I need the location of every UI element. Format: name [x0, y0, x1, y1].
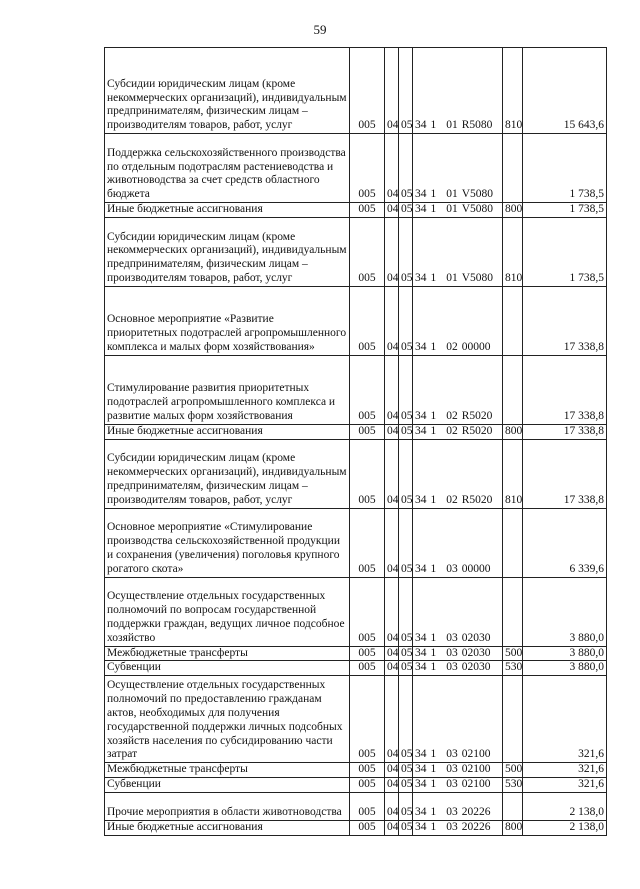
cell-section: 04 — [385, 286, 399, 355]
article-part-p2: 1 — [430, 661, 437, 674]
article-part-p1: 34 — [415, 748, 427, 761]
article-part-p1: 34 — [415, 188, 427, 201]
cell-admin-code: 005 — [350, 439, 385, 508]
cell-admin-code: 005 — [350, 203, 385, 218]
cell-expense-type — [503, 134, 523, 203]
article-part-p3: 03 — [446, 748, 458, 761]
cell-amount: 3 880,0 — [523, 577, 607, 646]
cell-expense-type — [503, 508, 523, 577]
article-part-p3: 03 — [446, 661, 458, 674]
cell-target-article — [413, 508, 503, 577]
article-part-p3: 03 — [446, 805, 458, 818]
table-row — [105, 661, 607, 676]
table-row — [105, 676, 607, 763]
cell-target-article — [413, 646, 503, 661]
article-part-p1: 34 — [415, 646, 427, 659]
cell-expense-type — [503, 577, 523, 646]
article-part-p1: 34 — [415, 272, 427, 284]
cell-target-article — [413, 763, 503, 778]
cell-expense-type: 810 — [503, 217, 523, 286]
row-name: Осуществление отдельных государственных полномочий по предоставлению гражданам актов, необходимых для получения государственной поддержки личных подсобных хозяйств населения по субсидированию части затрат — [105, 676, 350, 763]
article-part-p3: 02 — [446, 341, 458, 353]
article-part-p1: 34 — [415, 341, 427, 353]
table-row — [105, 777, 607, 792]
cell-subsection: 05 — [399, 424, 413, 439]
cell-admin-code: 005 — [350, 792, 385, 820]
article-part-p3: 03 — [446, 820, 458, 833]
cell-expense-type: 500 — [503, 646, 523, 661]
cell-target-article — [413, 203, 503, 218]
article-part-p1: 34 — [415, 410, 427, 422]
article-part-p3: 01 — [446, 119, 458, 132]
cell-target-article — [413, 424, 503, 439]
article-part-cs: 02030 — [461, 646, 491, 659]
article-part-cs: 02100 — [461, 777, 491, 790]
cell-section: 04 — [385, 676, 399, 763]
table-row — [105, 763, 607, 778]
cell-subsection: 05 — [399, 134, 413, 203]
row-name: Субвенции — [105, 661, 350, 676]
cell-target-article — [413, 676, 503, 763]
cell-section: 04 — [385, 792, 399, 820]
row-name: Осуществление отдельных государственных полномочий по вопросам государственной поддержки граждан, ведущих личное подсобное хозяйство — [105, 577, 350, 646]
row-name: Иные бюджетные ассигнования — [105, 203, 350, 218]
cell-section: 04 — [385, 439, 399, 508]
cell-section: 04 — [385, 355, 399, 424]
cell-subsection: 05 — [399, 777, 413, 792]
row-name: Основное мероприятие «Развитие приоритетных подотраслей агропромышленного комплекса и малых форм хозяйствования» — [105, 286, 350, 355]
cell-amount: 321,6 — [523, 676, 607, 763]
table-row — [105, 577, 607, 646]
cell-target-article — [413, 355, 503, 424]
cell-admin-code: 005 — [350, 646, 385, 661]
cell-amount: 3 880,0 — [523, 646, 607, 661]
article-part-p1: 34 — [415, 119, 427, 132]
cell-section: 04 — [385, 217, 399, 286]
row-name: Субсидии юридическим лицам (кроме некоммерческих организаций), индивидуальным предпринимателям, физическим лицам – производителям товаров, работ, услуг — [105, 48, 350, 134]
article-part-p2: 1 — [430, 410, 437, 422]
article-part-cs: 00000 — [461, 562, 491, 575]
cell-admin-code: 005 — [350, 820, 385, 835]
cell-amount: 17 338,8 — [523, 355, 607, 424]
article-part-p2: 1 — [430, 777, 437, 790]
cell-amount: 2 138,0 — [523, 820, 607, 835]
cell-expense-type — [503, 676, 523, 763]
article-part-cs: 20226 — [461, 820, 491, 833]
cell-admin-code: 005 — [350, 763, 385, 778]
row-name: Стимулирование развития приоритетных подотраслей агропромышленного комплекса и развитие малых форм хозяйствования — [105, 355, 350, 424]
article-part-p1: 34 — [415, 562, 427, 575]
table-row — [105, 439, 607, 508]
article-part-p2: 1 — [430, 203, 437, 215]
row-name: Субсидии юридическим лицам (кроме некоммерческих организаций), индивидуальным предпринимателям, физическим лицам – производителям товаров, работ, услуг — [105, 439, 350, 508]
table-row — [105, 646, 607, 661]
article-part-cs: 02100 — [461, 763, 491, 776]
article-part-p3: 01 — [446, 203, 458, 215]
article-part-cs: 02100 — [461, 748, 491, 761]
cell-expense-type: 800 — [503, 203, 523, 218]
cell-section: 04 — [385, 577, 399, 646]
cell-subsection: 05 — [399, 661, 413, 676]
article-part-p1: 34 — [415, 820, 427, 833]
article-part-cs: 20226 — [461, 805, 491, 818]
cell-expense-type: 800 — [503, 424, 523, 439]
row-name: Субвенции — [105, 777, 350, 792]
article-part-p3: 03 — [446, 777, 458, 790]
row-name: Субсидии юридическим лицам (кроме некоммерческих организаций), индивидуальным предпринимателям, физическим лицам – производителям товаров, работ, услуг — [105, 217, 350, 286]
cell-expense-type: 800 — [503, 820, 523, 835]
cell-amount: 1 738,5 — [523, 217, 607, 286]
cell-section: 04 — [385, 763, 399, 778]
article-part-p3: 01 — [446, 272, 458, 284]
cell-section: 04 — [385, 661, 399, 676]
cell-target-article — [413, 286, 503, 355]
row-name: Иные бюджетные ассигнования — [105, 820, 350, 835]
article-part-p2: 1 — [430, 272, 437, 284]
row-name: Межбюджетные трансферты — [105, 763, 350, 778]
cell-expense-type — [503, 355, 523, 424]
cell-amount: 17 338,8 — [523, 286, 607, 355]
cell-admin-code: 005 — [350, 424, 385, 439]
cell-admin-code: 005 — [350, 286, 385, 355]
cell-section: 04 — [385, 508, 399, 577]
cell-admin-code: 005 — [350, 777, 385, 792]
cell-target-article — [413, 439, 503, 508]
cell-section: 04 — [385, 820, 399, 835]
cell-subsection: 05 — [399, 286, 413, 355]
article-part-p1: 34 — [415, 631, 427, 644]
article-part-p2: 1 — [430, 493, 437, 506]
table-row — [105, 424, 607, 439]
cell-target-article — [413, 661, 503, 676]
cell-admin-code: 005 — [350, 217, 385, 286]
cell-subsection: 05 — [399, 355, 413, 424]
cell-section: 04 — [385, 203, 399, 218]
cell-subsection: 05 — [399, 646, 413, 661]
article-part-p2: 1 — [430, 424, 437, 437]
row-name: Прочие мероприятия в области животноводства — [105, 792, 350, 820]
cell-target-article — [413, 48, 503, 134]
article-part-cs: 02030 — [461, 631, 491, 644]
article-part-p2: 1 — [430, 805, 437, 818]
article-part-p3: 03 — [446, 562, 458, 575]
cell-amount: 2 138,0 — [523, 792, 607, 820]
article-part-p3: 03 — [446, 763, 458, 776]
cell-amount: 1 738,5 — [523, 134, 607, 203]
cell-admin-code: 005 — [350, 355, 385, 424]
article-part-p1: 34 — [415, 203, 427, 215]
article-part-cs: R5020 — [461, 493, 493, 506]
cell-section: 04 — [385, 424, 399, 439]
cell-amount: 3 880,0 — [523, 661, 607, 676]
cell-admin-code: 005 — [350, 676, 385, 763]
article-part-cs: V5080 — [461, 188, 494, 201]
cell-target-article — [413, 577, 503, 646]
cell-admin-code: 005 — [350, 661, 385, 676]
cell-subsection: 05 — [399, 439, 413, 508]
cell-expense-type: 530 — [503, 777, 523, 792]
article-part-p1: 34 — [415, 661, 427, 674]
cell-target-article — [413, 820, 503, 835]
cell-amount: 15 643,6 — [523, 48, 607, 134]
article-part-cs: V5080 — [461, 203, 494, 215]
cell-target-article — [413, 134, 503, 203]
table-row — [105, 508, 607, 577]
article-part-cs: V5080 — [461, 272, 494, 284]
cell-subsection: 05 — [399, 676, 413, 763]
article-part-p3: 03 — [446, 631, 458, 644]
cell-section: 04 — [385, 48, 399, 134]
table-row — [105, 217, 607, 286]
cell-amount: 1 738,5 — [523, 203, 607, 218]
cell-admin-code: 005 — [350, 48, 385, 134]
cell-expense-type: 500 — [503, 763, 523, 778]
article-part-p2: 1 — [430, 748, 437, 761]
cell-section: 04 — [385, 777, 399, 792]
cell-section: 04 — [385, 134, 399, 203]
article-part-p3: 03 — [446, 646, 458, 659]
article-part-p2: 1 — [430, 820, 437, 833]
cell-expense-type: 810 — [503, 439, 523, 508]
page-number: 59 — [313, 22, 327, 37]
cell-expense-type: 530 — [503, 661, 523, 676]
article-part-p2: 1 — [430, 562, 437, 575]
article-part-cs: R5020 — [461, 410, 493, 422]
article-part-p2: 1 — [430, 341, 437, 353]
cell-expense-type — [503, 286, 523, 355]
row-name: Основное мероприятие «Стимулирование производства сельскохозяйственной продукции и сохранения (увеличения) поголовья крупного рогатого скота» — [105, 508, 350, 577]
cell-amount: 321,6 — [523, 777, 607, 792]
article-part-p2: 1 — [430, 763, 437, 776]
cell-subsection: 05 — [399, 48, 413, 134]
table-row — [105, 203, 607, 218]
table-row — [105, 820, 607, 835]
article-part-p1: 34 — [415, 493, 427, 506]
article-part-cs: 02030 — [461, 661, 491, 674]
cell-subsection: 05 — [399, 763, 413, 778]
cell-subsection: 05 — [399, 508, 413, 577]
cell-subsection: 05 — [399, 577, 413, 646]
budget-table — [104, 47, 607, 836]
cell-expense-type — [503, 792, 523, 820]
article-part-p2: 1 — [430, 119, 437, 132]
cell-admin-code: 005 — [350, 577, 385, 646]
row-name: Межбюджетные трансферты — [105, 646, 350, 661]
cell-target-article — [413, 777, 503, 792]
cell-amount: 17 338,8 — [523, 439, 607, 508]
article-part-cs: 00000 — [461, 341, 491, 353]
article-part-p3: 02 — [446, 410, 458, 422]
article-part-cs: R5020 — [461, 424, 493, 437]
cell-subsection: 05 — [399, 792, 413, 820]
cell-expense-type: 810 — [503, 48, 523, 134]
cell-amount: 17 338,8 — [523, 424, 607, 439]
cell-target-article — [413, 792, 503, 820]
row-name: Поддержка сельскохозяйственного производства по отдельным подотраслям растениеводства и животноводства за счет средств областного бюджета — [105, 134, 350, 203]
table-row — [105, 792, 607, 820]
cell-subsection: 05 — [399, 820, 413, 835]
article-part-p2: 1 — [430, 631, 437, 644]
cell-section: 04 — [385, 646, 399, 661]
article-part-p2: 1 — [430, 646, 437, 659]
cell-amount: 321,6 — [523, 763, 607, 778]
cell-subsection: 05 — [399, 217, 413, 286]
article-part-p1: 34 — [415, 424, 427, 437]
article-part-p2: 1 — [430, 188, 437, 201]
cell-admin-code: 005 — [350, 134, 385, 203]
article-part-p1: 34 — [415, 805, 427, 818]
article-part-p1: 34 — [415, 763, 427, 776]
article-part-p1: 34 — [415, 777, 427, 790]
row-name: Иные бюджетные ассигнования — [105, 424, 350, 439]
table-row — [105, 134, 607, 203]
table-row — [105, 355, 607, 424]
article-part-p3: 01 — [446, 188, 458, 201]
article-part-p3: 02 — [446, 424, 458, 437]
cell-subsection: 05 — [399, 203, 413, 218]
table-row — [105, 286, 607, 355]
table-row — [105, 48, 607, 134]
cell-amount: 6 339,6 — [523, 508, 607, 577]
cell-admin-code: 005 — [350, 508, 385, 577]
article-part-p3: 02 — [446, 493, 458, 506]
article-part-cs: R5080 — [461, 119, 493, 132]
cell-target-article — [413, 217, 503, 286]
